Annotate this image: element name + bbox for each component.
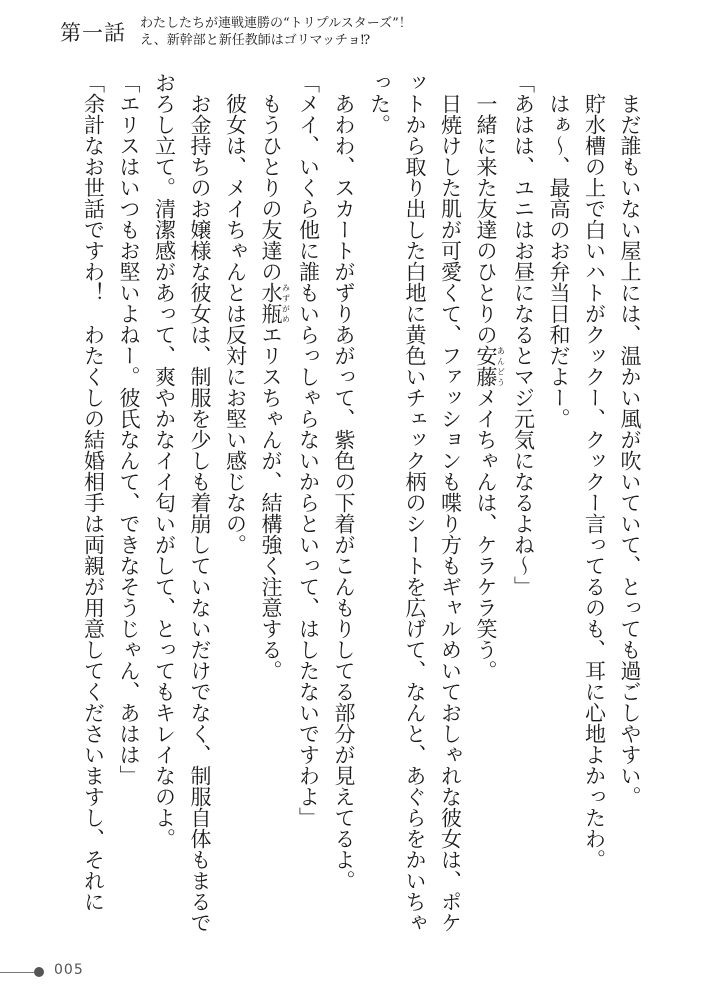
dialogue-paragraph: 「あはは、ユニはお昼になるとマジ元気になるよね～」 <box>511 72 536 597</box>
ruby-base: 水瓶 <box>259 282 283 324</box>
paragraph: はぁ～、最高のお弁当日和だよー。 <box>547 93 571 429</box>
ruby-annotation <box>259 282 291 324</box>
text-segment: エリスちゃんが、結構強く注意する。 <box>259 324 283 681</box>
paragraph: 彼女は、メイちゃんとは反対にお堅い感じなの。 <box>223 93 248 555</box>
subtitle-line-1: わたしたちが連戦連勝の“トリプルスターズ”！ <box>140 16 412 31</box>
paragraph: 貯水槽の上で白いハトがクックー、クックー言ってるのも、耳に心地よかったわ。 <box>582 93 607 870</box>
text-segment: 一緒に来た友達のひとりの <box>474 93 498 345</box>
page-number: 005 <box>54 962 84 978</box>
paragraph: あわわ、スカートがずりあがって、紫色の下着がこんもりしてる部分が見えてるよ。 <box>332 93 356 891</box>
dialogue-paragraph: 「余計なお世話ですわ！ わたくしの結婚相手は両親が用意してくださいますし、それに <box>81 72 106 912</box>
chapter-title: 第一話 <box>60 21 126 45</box>
paragraph <box>468 72 506 942</box>
footer-rule <box>0 972 34 973</box>
ruby-reading: みずがめ <box>281 282 291 324</box>
paragraph: まだ誰もいない屋上には、温かい風が吹いていて、とっても過ごしやすい。 <box>618 93 642 807</box>
body-text <box>75 72 647 942</box>
chapter-subtitle <box>140 15 412 49</box>
ruby-reading: あんどう <box>496 345 506 387</box>
dialogue-paragraph: 「メイ、いくら他に誰もいらっしゃらないからといって、はしたないですわよ」 <box>296 72 321 828</box>
paragraph: お金持ちのお嬢様な彼女は、制服を少しも着崩していないだけでなく、制服自体もまるでおろし立て。清潔感があって、爽やかなイイ匂いがして、とってもキレイなのよ。 <box>152 72 212 933</box>
paragraph <box>253 72 291 942</box>
text-segment: もうひとりの友達の <box>259 93 283 282</box>
ruby-annotation <box>474 345 506 387</box>
paragraph: 日焼けした肌が可愛くて、ファッションも喋り方もギャルめいておしゃれな彼女は、ポケットから取り出した白地に黄色いチェック柄のシートを広げて、なんと、あぐらをかいちゃった。 <box>367 72 463 933</box>
dialogue-paragraph: 「エリスはいつもお堅いよねー。彼氏なんて、できなそうじゃん、あはは」 <box>117 72 141 786</box>
subtitle-line-2: え、新幹部と新任教師はゴリマッチョ⁉ <box>140 33 371 48</box>
footer-dot-icon <box>34 967 44 977</box>
ruby-base: 安藤 <box>474 345 498 387</box>
text-segment: メイちゃんは、ケラケラ笑う。 <box>474 387 498 681</box>
